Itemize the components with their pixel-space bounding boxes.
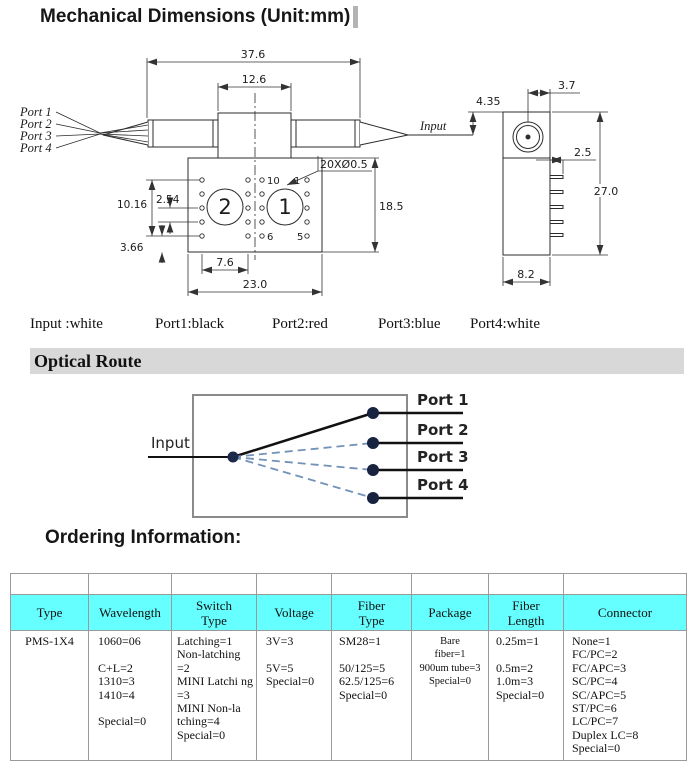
right-cone bbox=[360, 122, 408, 145]
ordering-table bbox=[10, 573, 687, 761]
dim-body-height: 18.5 bbox=[379, 200, 404, 213]
side-pin-array bbox=[550, 176, 563, 237]
optical-route-diagram bbox=[0, 380, 697, 530]
legend-port2: Port2:red bbox=[272, 316, 328, 332]
fiber-color-legend bbox=[0, 316, 697, 336]
pin-array bbox=[200, 178, 309, 238]
dim-body-width: 23.0 bbox=[242, 278, 268, 291]
column-header-5: Package bbox=[412, 595, 489, 631]
column-header-7: Connector bbox=[564, 595, 687, 631]
optical-route-title: Optical Route bbox=[34, 350, 142, 371]
mechanical-title-text: Mechanical Dimensions (Unit:mm) bbox=[40, 6, 351, 27]
optical-route-header bbox=[30, 348, 684, 374]
dim-pin-col-span: 7.6 bbox=[216, 256, 234, 269]
column-header-1: Wavelength bbox=[89, 595, 172, 631]
column-header-2: Switch Type bbox=[172, 595, 257, 631]
port4-dot bbox=[367, 492, 379, 504]
column-header-4: Fiber Type bbox=[332, 595, 412, 631]
center-block bbox=[218, 113, 291, 158]
body-cell-3: 3V=3 5V=5 Special=0 bbox=[257, 631, 332, 761]
circle-2-label: 2 bbox=[218, 195, 232, 219]
mechanical-section-title bbox=[40, 6, 358, 28]
body-cell-5: Bare fiber=1 900um tube=3 Special=0 bbox=[412, 631, 489, 761]
dim-pin-pitch: 2.54 bbox=[156, 194, 180, 206]
front-view bbox=[56, 93, 473, 260]
dim-block-width: 12.6 bbox=[241, 73, 267, 86]
dim-hole-offset: 3.7 bbox=[558, 79, 576, 92]
legend-port4: Port4:white bbox=[470, 316, 540, 332]
ordering-section-title bbox=[45, 527, 241, 549]
pin-note: 20XØ0.5 bbox=[320, 158, 368, 171]
dim-pin-span: 10.16 bbox=[117, 199, 148, 211]
circle-1-label: 1 bbox=[278, 195, 292, 219]
route-input-label: Input bbox=[151, 434, 190, 452]
front-input-label: Input bbox=[420, 119, 447, 133]
front-port2-label: Port 2 bbox=[20, 117, 52, 131]
text-cursor-mark bbox=[353, 6, 358, 28]
mechanical-drawing bbox=[0, 45, 697, 310]
port1-dot bbox=[367, 407, 379, 419]
junction-dot bbox=[228, 452, 239, 463]
dim-side-height: 27.0 bbox=[593, 185, 619, 198]
empty-row-cell bbox=[11, 574, 89, 595]
dim-bottom-offset: 3.66 bbox=[120, 242, 144, 254]
front-port1-label: Port 1 bbox=[20, 105, 52, 119]
pin-number-5: 5 bbox=[297, 232, 304, 243]
body-cell-7: None=1 FC/PC=2 FC/APC=3 SC/PC=4 SC/APC=5 ST/PC=6 LC/PC=7 Duplex LC=8 Special=0 bbox=[564, 631, 687, 761]
body-cell-4: SM28=1 50/125=5 62.5/125=6 Special=0 bbox=[332, 631, 412, 761]
port2-dot bbox=[367, 437, 379, 449]
body-cell-2: Latching=1 Non-latching =2 MINI Latchi ng =3 MINI Non-la tching=4 Special=0 bbox=[172, 631, 257, 761]
empty-row-cell bbox=[332, 574, 412, 595]
body-cell-6: 0.25m=1 0.5m=2 1.0m=3 Special=0 bbox=[489, 631, 564, 761]
body-cell-1: 1060=06 C+L=2 1310=3 1410=4 Special=0 bbox=[89, 631, 172, 761]
route-port4-label: Port 4 bbox=[417, 476, 469, 494]
dim-side-width: 8.2 bbox=[517, 268, 535, 281]
front-port3-label: Port 3 bbox=[20, 129, 52, 143]
legend-port3: Port3:blue bbox=[378, 316, 441, 332]
column-header-6: Fiber Length bbox=[489, 595, 564, 631]
left-tube bbox=[148, 120, 218, 147]
input-fiber-core bbox=[526, 135, 530, 139]
route-port2-label: Port 2 bbox=[417, 421, 469, 439]
route-port3-label: Port 3 bbox=[417, 448, 469, 466]
column-header-0: Type bbox=[11, 595, 89, 631]
legend-port1: Port1:black bbox=[155, 316, 225, 332]
front-port4-label: Port 4 bbox=[20, 141, 52, 155]
pin-number-1: 1 bbox=[294, 176, 301, 187]
side-view bbox=[503, 112, 563, 255]
dim-input-offset: 4.35 bbox=[476, 95, 501, 108]
right-tube bbox=[291, 120, 360, 147]
empty-row-cell bbox=[257, 574, 332, 595]
empty-row-cell bbox=[89, 574, 172, 595]
empty-row-cell bbox=[412, 574, 489, 595]
empty-row-cell bbox=[564, 574, 687, 595]
empty-row-cell bbox=[172, 574, 257, 595]
legend-input: Input :white bbox=[30, 316, 103, 332]
route-port1-label: Port 1 bbox=[417, 391, 469, 409]
pin-number-6: 6 bbox=[267, 232, 274, 243]
empty-row-cell bbox=[489, 574, 564, 595]
pin-number-10: 10 bbox=[267, 176, 280, 187]
body-cell-0: PMS-1X4 bbox=[11, 631, 89, 761]
dim-overall-width: 37.6 bbox=[240, 48, 266, 61]
port3-dot bbox=[367, 464, 379, 476]
column-header-3: Voltage bbox=[257, 595, 332, 631]
dim-pin-length: 2.5 bbox=[574, 146, 592, 159]
left-cone bbox=[103, 122, 148, 145]
ordering-title-text: Ordering Information: bbox=[45, 527, 242, 548]
